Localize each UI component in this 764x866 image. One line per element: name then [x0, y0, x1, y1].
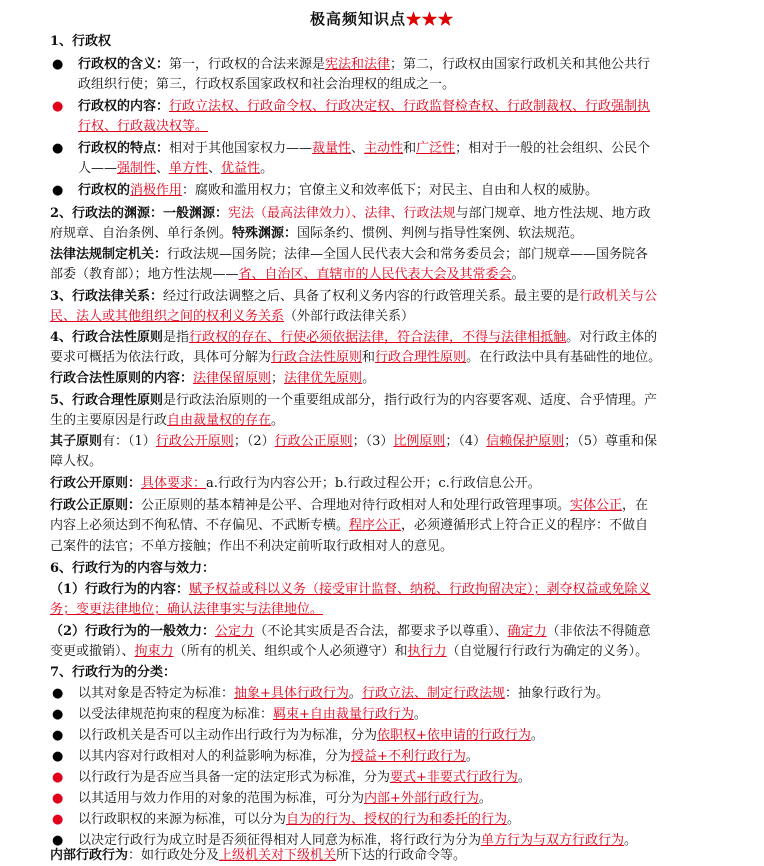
- paragraph-line: 法律法规制定机关：行政法规—国务院；法律—全国人民代表大会和常务委员会；部门规章——国务院各: [50, 247, 649, 262]
- paragraph-line: 府规章、自治条例、单行条例。特殊渊源：国际条约、惯例、判例与指导性案例、软法规范。: [50, 226, 584, 241]
- paragraph-line: 政组织行使；第三，行政权系国家政权和社会治理权的组成之一。: [78, 77, 456, 92]
- paragraph-line: 行政权的内容：行政立法权、行政命令权、行政决定权、行政监督检查权、行政制裁权、行政强制执: [78, 99, 651, 114]
- paragraph-line: 己案件的法官；不单方接触；作出不利决定前听取行政相对人的意见。: [50, 539, 454, 554]
- list-item: 以受法律规范拘束的程度为标准：羁束+自由裁量行政行为。: [78, 707, 427, 722]
- bullet-dot: ●: [52, 99, 64, 114]
- paragraph-line: 人——强制性、单方性、优益性。: [78, 161, 274, 176]
- bullet-dot: ●: [52, 770, 64, 785]
- bullet-dot: ●: [52, 183, 64, 198]
- paragraph-line: 行政公正原则：公正原则的基本精神是公平、合理地对待行政相对人和处理行政管理事项。实体公正，在: [50, 498, 649, 513]
- bullet-dot: ●: [52, 707, 64, 722]
- bullet-dot: ●: [52, 686, 64, 701]
- paragraph-line: 行政公开原则：具体要求：a.行政行为内容公开；b.行政过程公开；c.行政信息公开。: [50, 476, 541, 491]
- bullet-dot: ●: [52, 57, 64, 72]
- page-title: [0, 8, 764, 29]
- list-item: 以其内容对行政相对人的利益影响为标准，分为授益+不利行政行为。: [78, 749, 479, 764]
- paragraph-line: 内部行政行为：如行政处分及上级机关对下级机关所下达的行政命令等。: [50, 848, 467, 863]
- list-item: 以其对象是否特定为标准：抽象+具体行政行为。行政立法、制定行政法规：抽象行政行为。: [78, 686, 609, 701]
- bullet-dot: ●: [52, 812, 64, 827]
- paragraph-line: 其子原则有：（1）行政公开原则；（2）行政公正原则；（3）比例原则；（4）信赖保护原则；（5）尊重和保: [50, 434, 657, 449]
- paragraph-line: 行政权的含义：第一，行政权的合法来源是宪法和法律；第二，行政权由国家行政机关和其他公共行: [78, 57, 651, 72]
- paragraph-line: 生的主要原因是行政自由裁量权的存在。: [50, 413, 285, 428]
- bullet-dot: ●: [52, 141, 64, 156]
- list-item: 以行政机关是否可以主动作出行政行为为标准，分为依职权+依申请的行政行为。: [78, 728, 544, 743]
- paragraph-line: 行政权的消极作用：腐败和滥用权力；官僚主义和效率低下；对民主、自由和人权的威胁。: [78, 183, 599, 198]
- title-stars: ★★★: [406, 10, 455, 28]
- list-item: 以行政行为是否应当具备一定的法定形式为标准，分为要式+非要式行政行为。: [78, 770, 531, 785]
- paragraph-line: 3、行政法律关系：经过行政法调整之后、具备了权利义务内容的行政管理关系。最主要的是行政机关与公: [50, 289, 658, 304]
- title-text: 极高频知识点: [309, 10, 406, 28]
- paragraph-line: 5、行政合理性原则是行政法治原则的一个重要组成部分，指行政行为的内容要客观、适度、合乎情理。产: [50, 393, 658, 408]
- paragraph-line: 行政权的特点：相对于其他国家权力——裁量性、主动性和广泛性；相对于一般的社会组织、公民个: [78, 141, 651, 156]
- paragraph-line: 务；变更法律地位；确认法律事实与法律地位。: [50, 602, 324, 617]
- paragraph-line: 内容上必须达到不徇私情、不存偏见、不武断专横。程序公正，必须遵循形式上符合正义的程序：不做自: [50, 518, 649, 533]
- paragraph-line: （1）行政行为的内容：赋予权益或科以义务（接受审计监督、纳税、行政拘留决定）；剥夺权益或免除义: [50, 582, 651, 597]
- paragraph-line: （2）行政行为的一般效力：公定力（不论其实质是否合法，都要求予以尊重）、确定力（非依法不得随意: [50, 624, 651, 639]
- bullet-dot: ●: [52, 791, 64, 806]
- paragraph-line: 障人权。: [50, 454, 103, 469]
- section-heading-7: 7、行政行为的分类：: [50, 665, 177, 680]
- paragraph-line: 民、法人或其他组织之间的权利义务关系（外部行政法律关系）: [50, 309, 415, 324]
- paragraph-line: 部委（教育部）；地方性法规——省、自治区、直辖市的人民代表大会及其常委会。: [50, 267, 525, 282]
- bullet-dot: ●: [52, 833, 64, 848]
- paragraph-line: 要求可概括为依法行政，具体可分解为行政合法性原则和行政合理性原则。在行政法中具有基础性的地位。: [50, 350, 662, 365]
- paragraph-line: 2、行政法的渊源：一般渊源：宪法（最高法律效力）、法律、行政法规与部门规章、地方性法规、地方政: [50, 206, 651, 221]
- paragraph-line: 行政合法性原则的内容：法律保留原则；法律优先原则。: [50, 371, 376, 386]
- bullet-dot: ●: [52, 749, 64, 764]
- section-heading-6: 6、行政行为的内容与效力：: [50, 561, 216, 576]
- bullet-dot: ●: [52, 728, 64, 743]
- list-item: 以决定行政行为成立时是否须征得相对人同意为标准，将行政行为分为单方行为与双方行政行为。: [78, 833, 638, 848]
- list-item: 以其适用与效力作用的对象的范围为标准，可分为内部+外部行政行为。: [78, 791, 492, 806]
- section-heading-1: 1、行政权: [50, 34, 112, 49]
- paragraph-line: 4、行政合法性原则是指行政权的存在、行使必须依据法律，符合法律，不得与法律相抵触。对行政主体的: [50, 330, 658, 345]
- paragraph-line: 行权、行政裁决权等。: [78, 119, 209, 134]
- list-item: 以行政职权的来源为标准，可以分为自为的行为、授权的行为和委托的行为。: [78, 812, 521, 827]
- paragraph-line: 变更或撤销）、拘束力（所有的机关、组织或个人必须遵守）和执行力（自觉履行行政行为确定的义务）。: [50, 644, 649, 659]
